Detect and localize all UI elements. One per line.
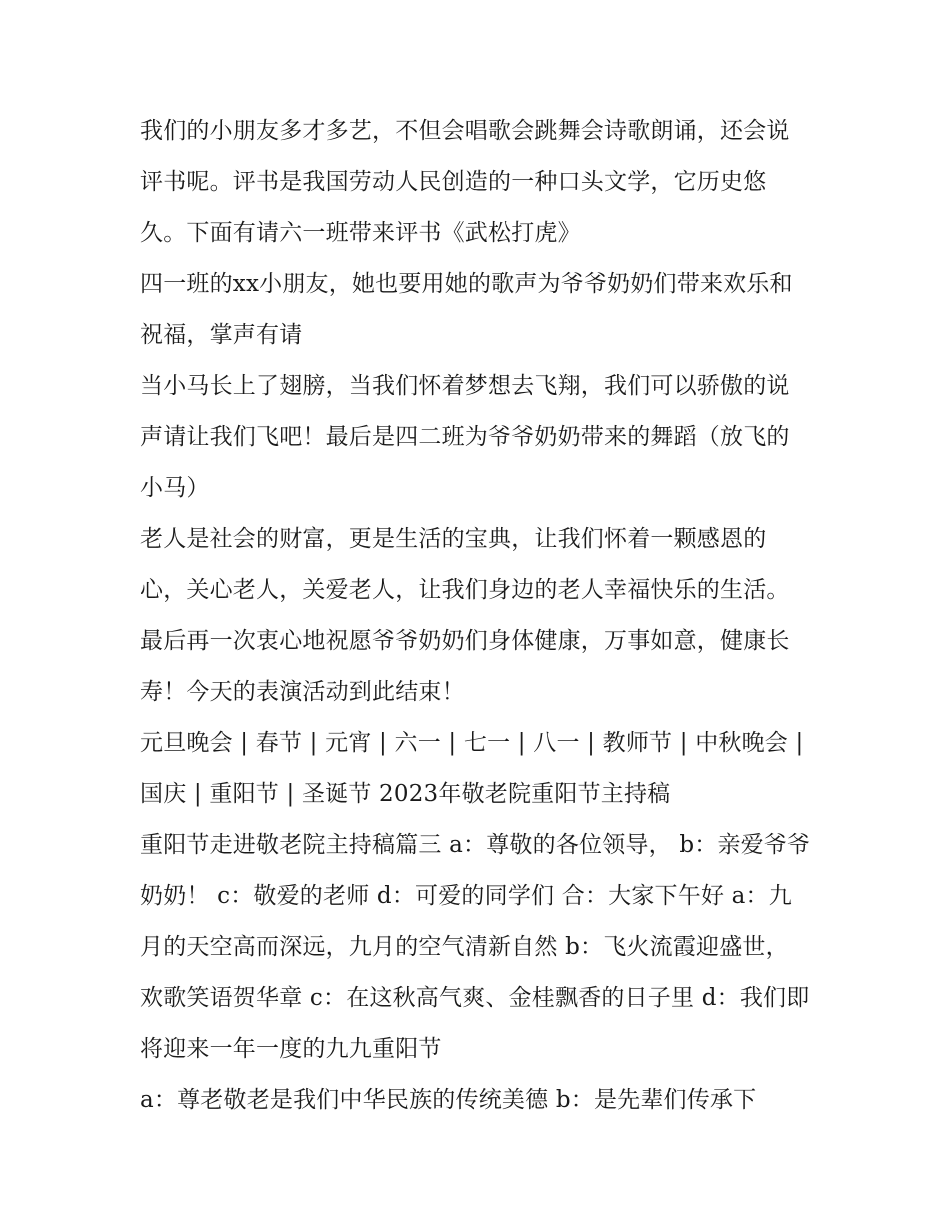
paragraph-dance-intro: 当小马长上了翅膀，当我们怀着梦想去飞翔，我们可以骄傲的说声请让我们飞吧！最后是四二班为爷爷奶奶带来的舞蹈（放飞的小马） [140,373,790,501]
paragraph-script-part-three: 重阳节走进敬老院主持稿篇三 a：尊敬的各位领导， b：亲爱爷爷奶奶！ c：敬爱的老师 d：可爱的同学们 合：大家下午好 a：九月的天空高而深远，九月的空气清新自然 b：飞火流霞迎盛世，欢歌笑语贺华章 c：在这秋高气爽、金桂飘香的日子里 d：我们即将迎来一年一度的九九重阳节 [140,832,811,1062]
paragraph-song-intro: 四一班的xx小朋友，她也要用她的歌声为爷爷奶奶们带来欢乐和祝福，掌声有请 [140,271,793,348]
paragraph-storytelling-intro: 我们的小朋友多才多艺，不但会唱歌会跳舞会诗歌朗诵，还会说评书呢。评书是我国劳动人民创造的一种口头文学，它历史悠久。下面有请六一班带来评书《武松打虎》 [140,118,790,246]
paragraph-closing-remarks: 老人是社会的财富，更是生活的宝典，让我们怀着一颗感恩的心，关心老人，关爱老人，让我们身边的老人幸福快乐的生活。最后再一次衷心地祝愿爷爷奶奶们身体健康，万事如意，健康长寿！今天的表演活动到此结束！ [140,526,790,705]
document-page [140,106,812,1126]
paragraph-category-links: 元旦晚会 | 春节 | 元宵 | 六一 | 七一 | 八一 | 教师节 | 中秋晚会 | 国庆 | 重阳节 | 圣诞节 2023年敬老院重阳节主持稿 [140,730,804,807]
paragraph-tradition: a：尊老敬老是我们中华民族的传统美德 b：是先辈们传承下 [140,1087,757,1113]
